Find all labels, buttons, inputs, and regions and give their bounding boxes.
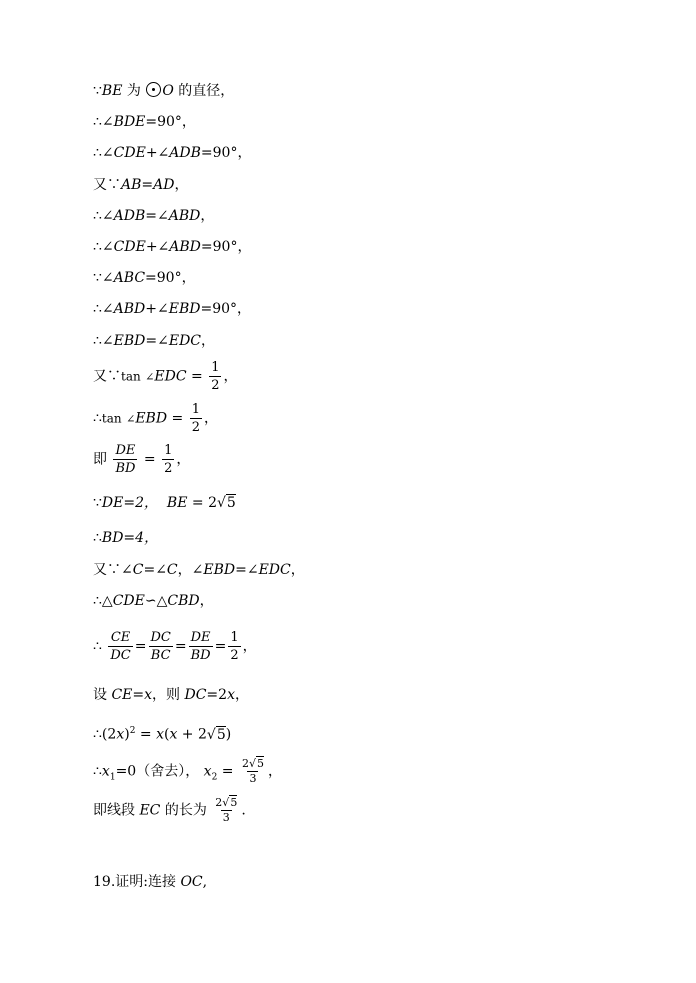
therefore-symbol: ∴	[93, 208, 102, 224]
fraction-one-half	[190, 402, 202, 435]
because-symbol: ∵	[93, 270, 102, 286]
fraction-one-half	[209, 360, 221, 393]
plus: +	[145, 239, 158, 255]
therefore-symbol: ∴	[93, 410, 102, 427]
comma: ，	[290, 562, 305, 578]
plus: +	[181, 726, 194, 743]
angle-edc: EDC	[168, 333, 202, 349]
line-6	[93, 238, 251, 256]
angle-ebd: EBD	[203, 562, 236, 578]
eq: =	[221, 763, 234, 780]
sqrt-5	[207, 726, 226, 744]
angle-symbol: ∠	[101, 239, 114, 255]
numerator	[240, 758, 266, 771]
numerator: 1	[230, 630, 239, 645]
comma: ，	[174, 177, 189, 193]
eq: =	[174, 638, 187, 655]
eq: =	[134, 638, 147, 655]
angle-symbol: ∠	[101, 145, 114, 161]
triangle-symbol: △	[156, 593, 168, 609]
var-x: x	[156, 726, 164, 743]
fraction-one-half	[162, 443, 174, 476]
angle-edc: EDC	[154, 368, 187, 385]
seg-ab: AB	[121, 177, 142, 193]
eq: =	[171, 410, 184, 427]
text: 又	[93, 562, 107, 578]
angle-symbol: ∠	[246, 562, 259, 578]
angle-symbol: ∠	[121, 562, 133, 578]
plus: +	[145, 301, 158, 317]
angle-adb: ADB	[169, 145, 201, 161]
angle-symbol: ∠	[101, 333, 114, 349]
subscript: 2	[211, 772, 218, 783]
text: 为	[122, 83, 141, 99]
radicand: 5	[230, 796, 238, 809]
triangle-symbol: △	[101, 593, 113, 609]
denominator: 2	[230, 648, 239, 663]
var-x: x	[203, 763, 212, 780]
seg-ce: CE	[111, 687, 133, 703]
angle-c: C	[132, 562, 144, 578]
angle-cde: CDE	[113, 239, 146, 255]
angle-symbol: ∠	[157, 301, 169, 317]
because-symbol: ∵	[107, 368, 121, 385]
seg-ad: AD	[153, 177, 175, 193]
coef: 2	[208, 495, 217, 511]
text: =90°，	[200, 145, 252, 161]
therefore-symbol: ∴	[93, 530, 102, 546]
eq: =	[132, 687, 145, 703]
eq: =	[141, 177, 154, 193]
coef: 2	[215, 796, 223, 809]
tan: tan	[101, 411, 122, 426]
sqrt-5	[222, 797, 237, 809]
line-17	[93, 630, 257, 663]
seg-oc: OC	[180, 874, 203, 890]
denominator: 2	[211, 378, 220, 393]
angle-adb: ADB	[113, 208, 146, 224]
numerator: 1	[211, 360, 220, 375]
angle-ebd: EBD	[135, 410, 168, 427]
therefore-symbol: ∴	[93, 333, 102, 349]
comma: ，	[242, 638, 257, 655]
radicand: 5	[256, 757, 264, 770]
angle-bde: BDE	[113, 114, 146, 130]
line-4	[93, 176, 188, 194]
denominator: DC	[110, 648, 131, 663]
seg-dc: DC	[184, 687, 207, 703]
angle-abd: ABD	[168, 208, 201, 224]
text: 则	[166, 687, 181, 703]
numerator: DE	[115, 443, 136, 458]
therefore-symbol: ∴	[93, 638, 102, 655]
var-x: x	[116, 726, 125, 743]
denominator: 2	[191, 420, 200, 435]
var-x: x	[169, 726, 178, 743]
comma: ，	[199, 593, 214, 609]
text: =90°，	[145, 270, 196, 286]
fraction-dc-bc	[148, 630, 172, 663]
tri-cde: CDE	[112, 593, 145, 609]
angle-symbol: ∠	[157, 333, 169, 349]
angle-abd: ABD	[169, 239, 201, 255]
line-2	[93, 113, 196, 131]
eq: =	[145, 208, 158, 224]
line-12	[93, 443, 190, 476]
fraction-de-bd	[113, 443, 137, 476]
therefore-symbol: ∴	[93, 114, 102, 130]
exponent: 2	[129, 726, 136, 736]
therefore-symbol: ∴	[93, 763, 102, 780]
angle-c: C	[166, 562, 178, 578]
tri-cbd: CBD	[167, 593, 200, 609]
radical-sign: √	[206, 726, 216, 743]
coef: 2	[218, 687, 228, 703]
line-15	[93, 561, 305, 579]
numerator: DC	[150, 630, 171, 645]
angle-edc: EDC	[258, 562, 291, 578]
because-symbol: ∵	[107, 177, 121, 193]
similar-symbol: ∽	[144, 593, 157, 609]
therefore-symbol: ∴	[93, 593, 102, 609]
eq: =	[206, 687, 219, 703]
plus: +	[145, 145, 158, 161]
denominator: BD	[190, 648, 211, 663]
line-22-question-19	[93, 873, 207, 891]
tan: tan	[121, 369, 141, 384]
text: DE=2，	[101, 495, 159, 511]
angle-abd: ABD	[113, 301, 146, 317]
line-10	[93, 360, 237, 393]
line-1	[93, 82, 234, 100]
because-symbol: ∵	[107, 562, 121, 578]
denominator: BC	[150, 648, 171, 663]
comma: ，	[234, 687, 249, 703]
angle-symbol: ∠	[101, 114, 114, 130]
line-18	[93, 686, 249, 704]
therefore-symbol: ∴	[93, 301, 102, 317]
angle-symbol: ∠	[157, 208, 169, 224]
comma: ，	[267, 763, 282, 780]
var-x: x	[101, 763, 110, 780]
comma: ,	[202, 874, 208, 890]
text: 的直径，	[173, 83, 235, 99]
eq: =	[191, 368, 203, 385]
eq: =	[191, 495, 204, 511]
sqrt-5	[249, 758, 264, 770]
point-o: O	[162, 83, 174, 99]
eq: =	[139, 726, 152, 743]
fraction-2sqrt5-3	[213, 797, 239, 824]
angle-symbol: ∠	[101, 208, 114, 224]
comma: ，	[176, 451, 191, 468]
text: 即线段	[93, 802, 140, 819]
text: （舍去），	[136, 763, 200, 780]
radicand: 5	[216, 726, 226, 743]
text: 又	[93, 177, 107, 193]
seg-be: BE	[101, 83, 123, 99]
comma: ，	[203, 410, 218, 427]
angle-symbol: ∠	[101, 270, 114, 286]
period: .	[241, 802, 246, 819]
circle-dot-icon	[146, 82, 161, 97]
fraction-de-bd	[189, 630, 213, 663]
var-x: x	[227, 687, 235, 703]
angle-symbol: ∠	[101, 301, 114, 317]
var-x: x	[144, 687, 153, 703]
line-21	[93, 797, 246, 824]
eq: =	[115, 763, 128, 780]
eq: =	[143, 451, 156, 468]
text: 的长为	[160, 802, 212, 819]
numerator: 1	[191, 402, 200, 417]
numerator	[213, 797, 239, 810]
sqrt-5	[217, 494, 236, 512]
seg-be: BE	[166, 495, 188, 511]
text: =90°，	[200, 301, 252, 317]
radical-sign: √	[248, 757, 256, 770]
numerator: 1	[164, 443, 173, 458]
eq: =	[235, 562, 247, 578]
numerator: CE	[110, 630, 131, 645]
eq: =	[143, 562, 156, 578]
comma: ，	[200, 208, 215, 224]
text: =90°，	[145, 114, 196, 130]
comma: ，	[223, 368, 238, 385]
line-3	[93, 144, 251, 162]
eq: =	[145, 333, 158, 349]
seg-ec: EC	[139, 802, 161, 819]
fraction-one-half	[228, 630, 240, 663]
because-symbol: ∵	[93, 495, 102, 511]
line-20	[93, 758, 282, 786]
text: 即	[93, 451, 107, 468]
denominator: 3	[249, 772, 257, 785]
eq: =	[214, 638, 227, 655]
text: 19.证明:连接	[93, 874, 181, 890]
angle-abc: ABC	[113, 270, 146, 286]
angle-cde: CDE	[113, 145, 146, 161]
numerator: DE	[190, 630, 211, 645]
radicand: 5	[226, 495, 236, 511]
angle-ebd: EBD	[168, 301, 201, 317]
line-13	[93, 494, 236, 512]
coef: 2	[107, 726, 117, 743]
angle-symbol: ∠	[157, 239, 170, 255]
line-5	[93, 207, 214, 225]
because-symbol: ∵	[93, 83, 102, 99]
line-9	[93, 332, 215, 350]
denominator: 2	[164, 461, 173, 476]
angle-symbol: ∠	[157, 145, 170, 161]
subscript: 1	[109, 772, 116, 783]
therefore-symbol: ∴	[93, 239, 102, 255]
text: 又	[93, 368, 107, 385]
comma: ，	[152, 687, 167, 703]
fraction-2sqrt5-3	[240, 758, 266, 785]
fraction-ce-dc	[108, 630, 132, 663]
comma: ，	[201, 333, 216, 349]
zero: 0	[127, 763, 137, 780]
therefore-symbol: ∴	[93, 145, 102, 161]
comma: ，	[177, 562, 192, 578]
coef: 2	[241, 757, 249, 770]
text: BD=4，	[101, 530, 159, 546]
radical-sign: √	[217, 495, 226, 511]
line-14	[93, 529, 158, 547]
radical-sign: √	[222, 796, 230, 809]
angle-symbol: ∠	[126, 412, 136, 426]
angle-symbol: ∠	[155, 562, 167, 578]
angle-symbol: ∠	[191, 562, 204, 578]
denominator: 3	[222, 811, 230, 824]
coef: 2	[197, 726, 207, 743]
denominator: BD	[115, 461, 136, 476]
line-16	[93, 592, 214, 610]
text: =90°，	[200, 239, 252, 255]
line-7	[93, 269, 196, 287]
line-8	[93, 300, 251, 318]
text: 设	[93, 687, 107, 703]
angle-symbol: ∠	[145, 370, 155, 384]
line-11	[93, 402, 218, 435]
therefore-symbol: ∴	[93, 726, 102, 743]
angle-ebd: EBD	[113, 333, 146, 349]
line-19: $\therefore(2x)^2 = x(x + 2√5)$	[93, 726, 232, 743]
